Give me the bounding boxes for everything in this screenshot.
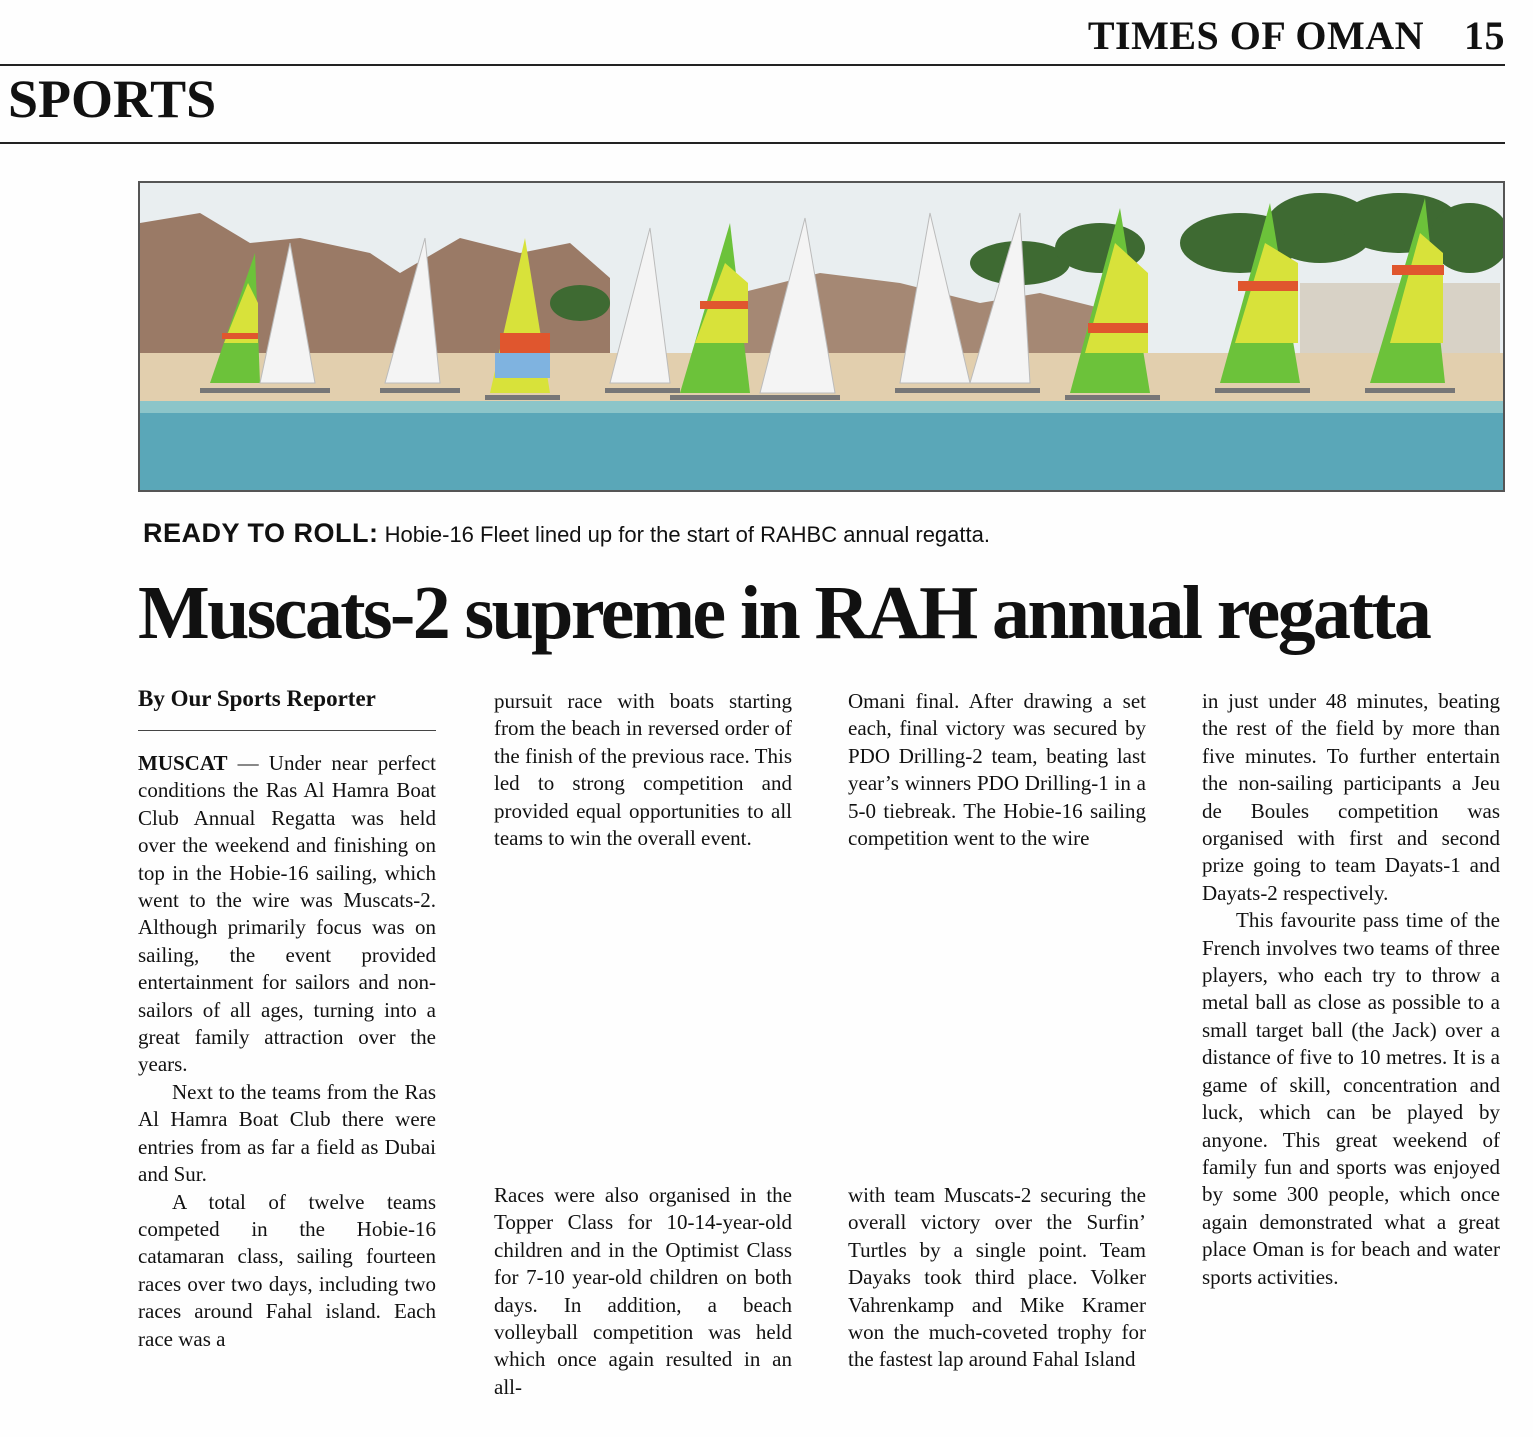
headline: Muscats-2 supreme in RAH annual regatta [138, 571, 1430, 655]
article-column-3-top [848, 688, 1146, 852]
paragraph-6: Omani final. After drawing a set each, final victory was secured by PDO Drilling-2 team, beating last year’s winners PDO Drilling-1 in a 5-0 tiebreak. The Hobie-16 sailing competition went to the wire [848, 689, 1146, 851]
byline-rule [138, 730, 436, 731]
article-column-1 [138, 750, 436, 1353]
article-column-3-bottom [848, 1182, 1146, 1374]
regatta-photo [138, 181, 1505, 492]
paragraph-3: A total of twelve teams competed in the Hobie-16 catamaran class, sailing fourteen races over two days, including two races around Fahal island. Each race was a [138, 1189, 436, 1351]
masthead-title: TIMES OF OMAN [1087, 13, 1424, 58]
paragraph-9: This favourite pass time of the French involves two teams of three players, who each try to throw a metal ball as close as possible to a small target ball (the Jack) over a distance of five to 10 metres. It is a game of skill, concentration and luck, which can be played by anyone. This great weekend of family fun and sports was enjoyed by some 300 people, which once again demonstrated what a great place Oman is for beach and water sports activities. [1202, 908, 1500, 1289]
paragraph-5: Races were also organised in the Topper Class for 10-14-year-old children and in the Optimist Class for 7-10 year-old children on both days. In addition, a beach volleyball competition was held which once again resulted in an all- [494, 1183, 792, 1399]
article-column-2-bottom [494, 1182, 792, 1401]
article-column-2-top [494, 688, 792, 852]
paragraph-8: in just under 48 minutes, beating the rest of the field by more than five minutes. To further entertain the non-sailing participants a Jeu de Boules competition was organised with first and second prize going to team Dayats-1 and Dayats-2 respectively. [1202, 689, 1500, 905]
page-number: 15 [1464, 13, 1505, 58]
paragraph-2: Next to the teams from the Ras Al Hamra Boat Club there were entries from as far a field as Dubai and Sur. [138, 1079, 436, 1187]
masthead [1088, 12, 1505, 59]
photo-caption [143, 518, 990, 549]
caption-text: Hobie-16 Fleet lined up for the start of RAHBC annual regatta. [384, 522, 990, 547]
caption-lead: READY TO ROLL: [143, 518, 379, 548]
water [140, 401, 1503, 490]
paragraph-1 [138, 750, 436, 1079]
shoreline [140, 401, 1503, 413]
regatta-photo-illustration [140, 183, 1503, 490]
article-column-4 [1202, 688, 1500, 1291]
section-rule [0, 142, 1505, 144]
paragraph-1-text: — Under near perfect conditions the Ras Al Hamra Boat Club Annual Regatta was held over the weekend and finishing on top in the Hobie-16 sailing, which went to the wire was Muscats-2. Although primarily focus was on sailing, the event provided entertainment for sailors and non-sailors of all ages, turning into a great family attraction over the years. [138, 751, 437, 1077]
paragraph-4: pursuit race with boats starting from the beach in reversed order of the finish of the previous race. This led to strong competition and provided equal opportunities to all teams to win the overall event. [494, 689, 792, 851]
dateline: MUSCAT [138, 751, 228, 775]
section-title: SPORTS [8, 69, 217, 129]
masthead-rule [0, 64, 1505, 66]
byline: By Our Sports Reporter [138, 686, 376, 711]
paragraph-7: with team Muscats-2 securing the overall victory over the Surfin’ Turtles by a single point. Team Dayaks took third place. Volker Vahrenkamp and Mike Kramer won the much-coveted trophy for the fastest lap around Fahal Island [848, 1183, 1146, 1372]
